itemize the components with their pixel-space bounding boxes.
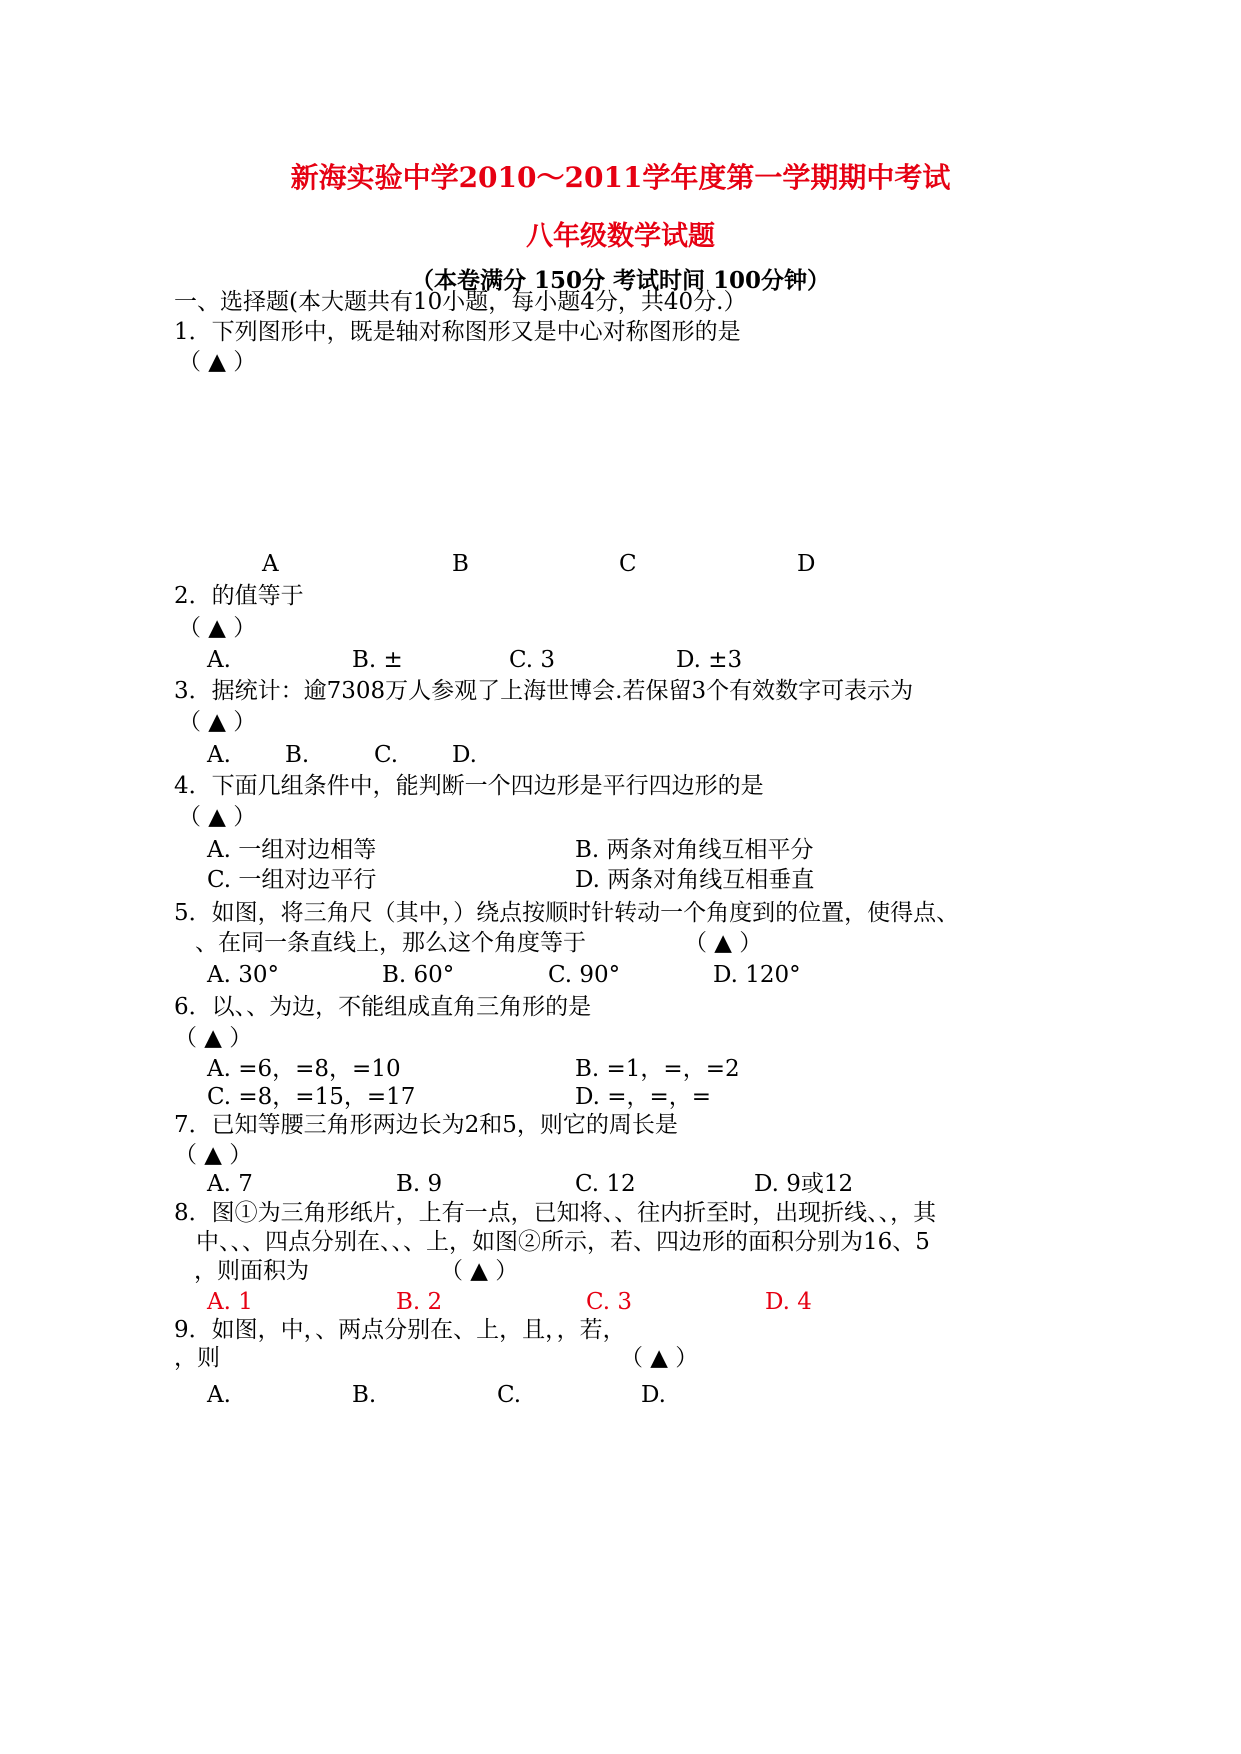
question-9-option-b: B.: [352, 1382, 377, 1408]
section-heading: 一、选择题(本大题共有10小题，每小题4分，共40分.）: [174, 289, 747, 315]
question-6-option-b: B. =1，=，=2: [575, 1056, 740, 1082]
question-5-option-c: C. 90°: [548, 962, 621, 988]
question-7-bracket: （ ▲ ）: [174, 1142, 253, 1168]
question-3-option-b: B.: [285, 742, 310, 768]
question-8-option-c: C. 3: [586, 1289, 633, 1315]
question-7-option-c: C. 12: [575, 1171, 636, 1197]
question-3-bracket: （ ▲ ）: [178, 709, 257, 735]
question-8-option-d: D. 4: [765, 1289, 812, 1315]
question-2-stem: 2．的值等于: [174, 583, 304, 609]
question-1-label-b: B: [452, 551, 469, 577]
question-6-stem: 6．以、、为边，不能组成直角三角形的是: [174, 994, 592, 1020]
question-6-option-d: D. =，=，=: [575, 1084, 712, 1110]
question-9-stem-line2: ，则: [174, 1345, 220, 1371]
question-8-option-b: B. 2: [396, 1289, 443, 1315]
question-4-option-a: A. 一组对边相等: [207, 837, 377, 863]
question-1-label-a: A: [262, 551, 279, 577]
question-5-stem-line2: 、在同一条直线上，那么这个角度等于: [195, 930, 586, 956]
question-1-bracket: （ ▲ ）: [178, 349, 257, 375]
question-2-option-b: B. ±: [352, 647, 403, 673]
question-6-bracket: （ ▲ ）: [174, 1025, 253, 1051]
question-4-bracket: （ ▲ ）: [178, 804, 257, 830]
question-5-option-a: A. 30°: [207, 962, 279, 988]
question-6-option-a: A. =6，=8，=10: [207, 1056, 401, 1082]
question-4-option-d: D. 两条对角线互相垂直: [575, 867, 815, 893]
question-1-label-d: D: [797, 551, 816, 577]
question-3-stem: 3．据统计：逾7308万人参观了上海世博会.若保留3个有效数字可表示为: [174, 678, 914, 704]
question-7-option-d: D. 9或12: [754, 1171, 854, 1197]
question-1-label-c: C: [619, 551, 637, 577]
question-4-option-c: C. 一组对边平行: [207, 867, 377, 893]
question-8-stem-line2: 中、、、四点分别在、、、上，如图②所示，若、四边形的面积分别为16、5: [196, 1229, 930, 1255]
question-9-option-a: A.: [207, 1382, 231, 1408]
question-8-stem-line1: 8．图①为三角形纸片，上有一点，已知将、、往内折至时，出现折线、、，其: [174, 1200, 937, 1226]
question-9-stem-line1: 9．如图，中，、两点分别在、上，且，，若，: [174, 1317, 626, 1343]
question-9-option-c: C.: [497, 1382, 522, 1408]
question-3-option-a: A.: [207, 742, 231, 768]
question-8-bracket: （ ▲ ）: [440, 1258, 519, 1284]
question-3-option-c: C.: [374, 742, 399, 768]
question-8-option-a: A. 1: [207, 1289, 253, 1315]
question-7-option-b: B. 9: [396, 1171, 443, 1197]
question-2-option-d: D. ±3: [676, 647, 743, 673]
question-5-option-d: D. 120°: [713, 962, 801, 988]
question-2-option-c: C. 3: [509, 647, 556, 673]
question-4-option-b: B. 两条对角线互相平分: [575, 837, 814, 863]
question-1-stem: 1．下列图形中，既是轴对称图形又是中心对称图形的是: [174, 319, 741, 345]
question-2-option-a: A.: [207, 647, 231, 673]
question-6-option-c: C. =8，=15，=17: [207, 1084, 416, 1110]
question-9-option-d: D.: [641, 1382, 666, 1408]
exam-subtitle: 八年级数学试题: [526, 221, 715, 252]
question-8-stem-line3: ，则面积为: [194, 1258, 309, 1284]
question-4-stem: 4．下面几组条件中，能判断一个四边形是平行四边形的是: [174, 773, 764, 799]
question-5-stem-line1: 5．如图，将三角尺（其中，）绕点按顺时针转动一个角度到的位置，使得点、: [174, 900, 960, 926]
question-5-bracket: （ ▲ ）: [684, 930, 763, 956]
question-7-option-a: A. 7: [207, 1171, 253, 1197]
question-2-bracket: （ ▲ ）: [178, 615, 257, 641]
question-9-bracket: （ ▲ ）: [620, 1345, 699, 1371]
question-3-option-d: D.: [452, 742, 477, 768]
exam-info: （本卷满分 150分 考试时间 100分钟）: [410, 267, 831, 294]
question-7-stem: 7．已知等腰三角形两边长为2和5，则它的周长是: [174, 1112, 678, 1138]
exam-title: 新海实验中学2010～2011学年度第一学期期中考试: [290, 161, 951, 194]
question-5-option-b: B. 60°: [382, 962, 455, 988]
